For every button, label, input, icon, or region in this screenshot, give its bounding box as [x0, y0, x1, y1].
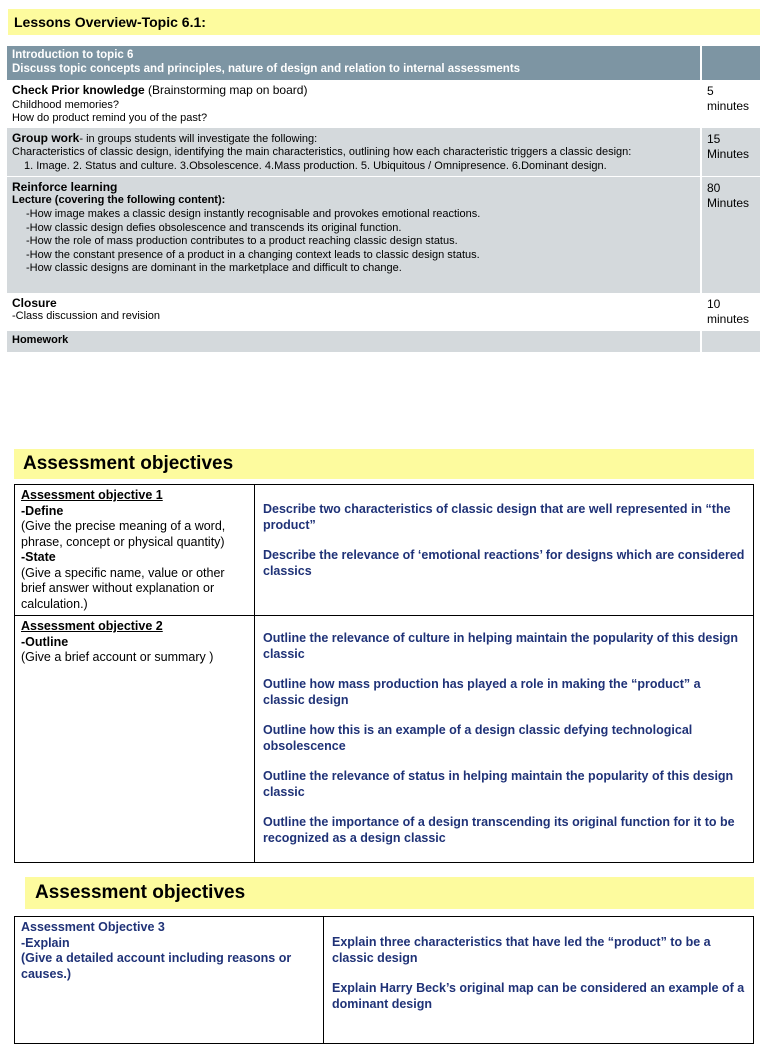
objective-2-question-1: Outline the relevance of culture in helping maintain the popularity of this design classic [263, 631, 739, 661]
closure-time-unit: minutes [707, 311, 750, 326]
objective-3-definition [15, 917, 324, 1044]
state-label: -State [21, 550, 56, 564]
prior-knowledge-heading: Check Prior knowledge [12, 83, 145, 97]
lecture-line-2: -How classic design defies obsolescence and transcends its original function. [26, 221, 402, 234]
objective-3-question-1: Explain three characteristics that have led the “product” to be a classic design [332, 935, 711, 965]
homework-heading: Homework [12, 333, 69, 346]
objective-1-title: Assessment objective 1 [21, 488, 163, 502]
lecture-line-3: -How the role of mass production contributes to a product reaching classic design status. [26, 235, 458, 248]
reinforce-time-cell [700, 176, 760, 293]
reinforce-cell [7, 176, 700, 293]
lecture-line-1: -How image makes a classic design instantly recognisable and provokes emotional reactions. [26, 207, 481, 220]
outline-description: (Give a brief account or summary ) [21, 650, 214, 664]
reinforce-time-value: 80 [707, 180, 721, 195]
objective-2-definition [15, 616, 255, 863]
objective-3-row [15, 917, 754, 1044]
row-group-work [7, 128, 760, 176]
closure-time-value: 10 [707, 296, 721, 311]
objective-2-questions [255, 616, 754, 863]
prior-time-value: 5 [707, 84, 714, 98]
objective-3-title: Assessment Objective 3 [21, 920, 165, 934]
prior-line-1: Childhood memories? [12, 98, 119, 111]
assessment-objectives-table-2 [14, 916, 754, 1044]
define-label: -Define [21, 503, 64, 518]
lecture-subheading: Lecture (covering the following content): [12, 194, 226, 207]
intro-line-2: Discuss topic concepts and principles, nature of design and relation to internal assessments [12, 62, 521, 75]
lesson-intro-cell [7, 46, 700, 80]
prior-line-2: How do product remind you of the past? [12, 112, 208, 125]
define-description: (Give the precise meaning of a word, phrase, concept or physical quantity) [21, 519, 226, 549]
row-reinforce-learning [7, 176, 760, 293]
closure-time-cell [700, 293, 760, 331]
assessment-objectives-heading-2: Assessment objectives [25, 877, 754, 909]
closure-heading: Closure [12, 295, 57, 310]
lesson-intro-row [7, 46, 760, 80]
group-work-heading: Group work [12, 130, 80, 145]
prior-time-unit: minutes [707, 99, 750, 113]
group-line-1: Characteristics of classic design, identifying the main characteristics, outlining how each characteristic triggers a classic design: [12, 146, 632, 159]
objective-3-question-2: Explain Harry Beck’s original map can be considered an example of a dominant design [332, 981, 745, 1011]
objective-2-question-2: Outline how mass production has played a role in making the “product” a classic design [263, 677, 701, 707]
closure-line-1: -Class discussion and revision [12, 310, 160, 323]
reinforce-heading: Reinforce learning [12, 179, 118, 194]
objective-2-question-5: Outline the importance of a design transcending its original function for it to be recognized as a design classic [263, 815, 735, 845]
lesson-overview-title: Lessons Overview-Topic 6.1: [8, 9, 760, 35]
row-closure [7, 293, 760, 331]
group-line-2: 1. Image. 2. Status and culture. 3.Obsolescence. 4.Mass production. 5. Ubiquitous / Omnipresence. 6.Dominant design. [24, 159, 607, 172]
homework-time-cell [700, 331, 760, 352]
objective-2-question-4: Outline the relevance of status in helping maintain the popularity of this design classic [263, 769, 734, 799]
group-time-value: 15 [707, 131, 721, 146]
objective-3-questions [324, 917, 754, 1044]
objective-2-title: Assessment objective 2 [21, 619, 163, 633]
group-work-suffix: - in groups students will investigate the following: [79, 132, 318, 145]
assessment-objectives-table-1 [14, 484, 754, 863]
state-description: (Give a specific name, value or other brief answer without explanation or calculation.) [21, 565, 225, 611]
group-work-cell [7, 128, 700, 176]
group-time-unit: Minutes [707, 146, 750, 161]
row-prior-knowledge [7, 80, 760, 128]
assessment-objectives-heading-1: Assessment objectives [14, 449, 754, 479]
objective-2-question-3: Outline how this is an example of a design classic defying technological obsolescence [263, 723, 693, 753]
lecture-line-4: -How the constant presence of a product in a changing context leads to classic design status. [26, 248, 480, 261]
prior-time-cell [700, 80, 760, 128]
lecture-line-5: -How classic designs are dominant in the marketplace and difficult to change. [26, 262, 402, 275]
closure-cell [7, 293, 700, 331]
reinforce-time-unit: Minutes [707, 195, 750, 210]
prior-knowledge-cell [7, 80, 700, 128]
group-time-cell [700, 128, 760, 176]
explain-description: (Give a detailed account including reasons or causes.) [21, 951, 292, 981]
row-homework [7, 331, 760, 352]
objective-1-question-1: Describe two characteristics of classic design that are well represented in “the product” [263, 502, 731, 532]
objective-1-question-2: Describe the relevance of ‘emotional reactions’ for designs which are considered classics [263, 548, 745, 578]
outline-label: -Outline [21, 634, 69, 649]
lesson-plan-table [7, 46, 760, 352]
objective-1-definition [15, 485, 255, 616]
homework-cell [7, 331, 700, 352]
objective-1-questions [255, 485, 754, 616]
objective-2-row [15, 616, 754, 863]
prior-knowledge-suffix: (Brainstorming map on board) [144, 83, 308, 97]
objective-1-row [15, 485, 754, 616]
explain-label: -Explain [21, 935, 70, 950]
intro-line-1: Introduction to topic 6 [12, 49, 134, 61]
intro-time-cell [700, 46, 760, 80]
